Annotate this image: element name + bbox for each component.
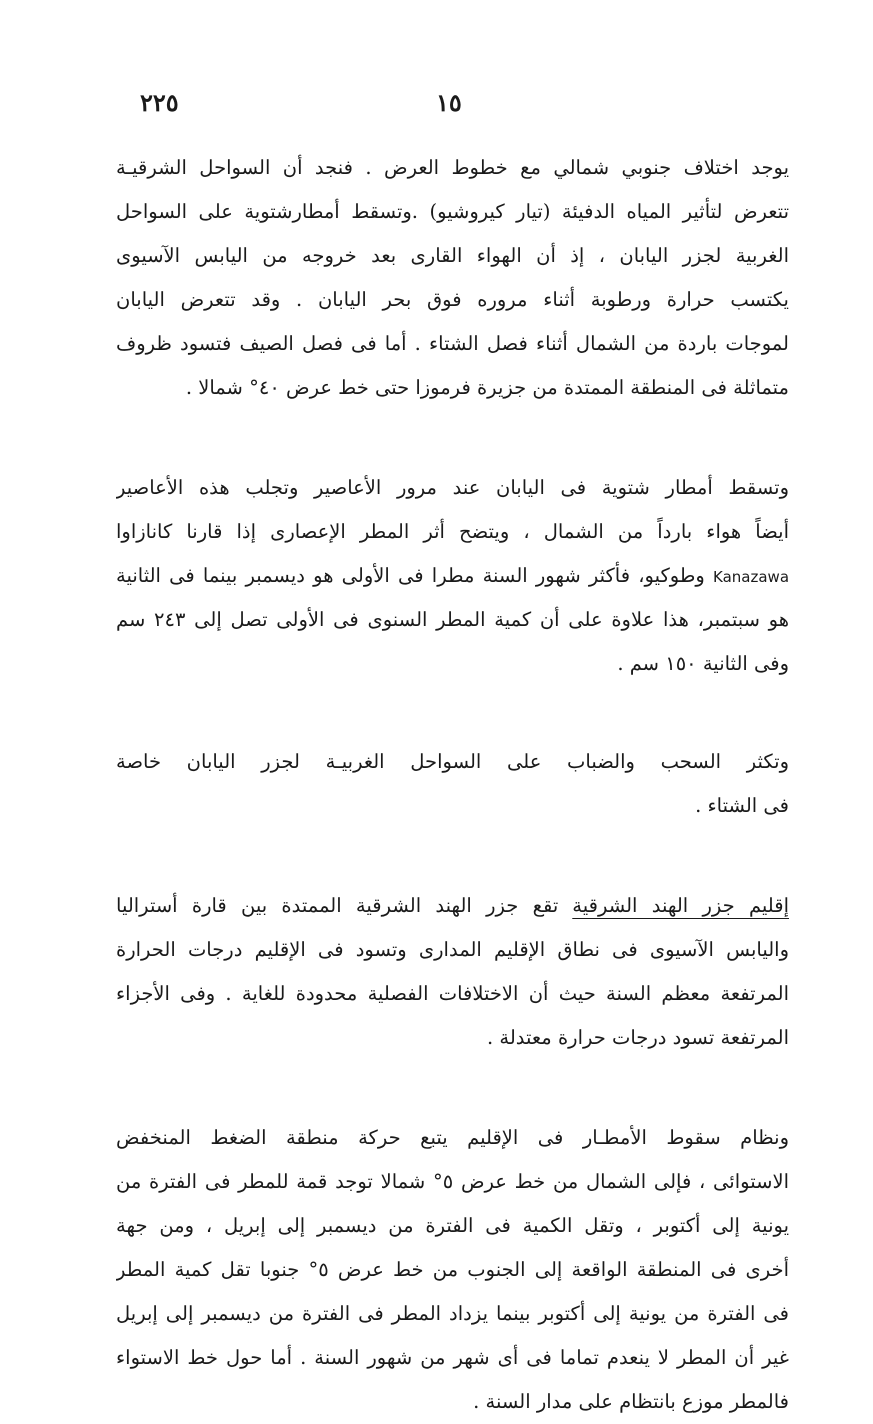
text-line: لموجات باردة من الشمال أثناء فصل الشتاء . أما فى فصل الصيف فتسود ظروف <box>116 332 789 355</box>
text-line: ونظام سقوط الأمطـار فى الإقليم يتبع حركة منطقة الضغط المنخفض <box>116 1126 789 1149</box>
text-line: تتعرض لتأثير المياه الدفيئة (تيار كيروشيو) .وتسقط أمطارشتوية على السواحل <box>116 200 789 223</box>
text-line: وتسقط أمطار شتوية فى اليابان عند مرور الأعاصير وتجلب هذه الأعاصير <box>116 476 789 499</box>
text-line: واليابس الآسيوى فى نطاق الإقليم المدارى وتسود فى الإقليم درجات الحرارة <box>116 938 789 961</box>
paragraph-japan-coasts <box>116 146 789 410</box>
text-line: المرتفعة تسود درجات حرارة معتدلة . <box>486 1026 789 1049</box>
text-line: أخرى فى المنطقة الواقعة إلى الجنوب من خط عرض ٥° جنوبا تقل كمية المطر <box>116 1258 789 1281</box>
text-line: يوجد اختلاف جنوبي شمالي مع خطوط العرض . فنجد أن السواحل الشرقيـة <box>116 156 789 179</box>
text-line: الغربية لجزر اليابان ، إذ أن الهواء القارى بعد خروجه من اليابس الآسيوى <box>116 244 789 267</box>
body-text <box>116 146 789 1424</box>
text-line: فى الشتاء . <box>695 794 789 817</box>
text-line: يكتسب حرارة ورطوبة أثناء مروره فوق بحر اليابان . وقد تتعرض اليابان <box>116 288 789 311</box>
text-line: يونية إلى أكتوبر ، وتقل الكمية فى الفترة من ديسمبر إلى إبريل ، ومن جهة <box>116 1214 789 1237</box>
text-line <box>116 884 789 928</box>
paragraph-rainfall-system <box>116 1116 789 1424</box>
paragraph-clouds-fog <box>116 740 789 828</box>
paragraph-east-indies <box>116 884 789 1060</box>
latin-word: Kanazawa <box>713 568 789 586</box>
text-line: متماثلة فى المنطقة الممتدة من جزيرة فرموزا حتى خط عرض ٤٠° شمالا . <box>185 376 789 399</box>
text-line: المرتفعة معظم السنة حيث أن الاختلافات الفصلية محدودة للغاية . وفى الأجزاء <box>116 982 789 1005</box>
text-line <box>116 554 789 598</box>
text-line: أيضاً هواء بارداً من الشمال ، ويتضح أثر المطر الإعصارى إذا قارنا كانازاوا <box>116 520 789 543</box>
text-line: غير أن المطر لا ينعدم تماما فى أى شهر من شهور السنة . أما حول خط الاستواء <box>116 1346 789 1369</box>
page-header <box>0 88 873 118</box>
section-subheading: إقليم جزر الهند الشرقية <box>572 894 789 917</box>
text-line: وفى الثانية ١٥٠ سم . <box>617 652 789 675</box>
section-number: ١٥ <box>436 88 462 117</box>
text-line: فى الفترة من يونية إلى أكتوبر بينما يزداد المطر فى الفترة من ديسمبر إلى إبريل <box>116 1302 789 1325</box>
text-line-content: وطوكيو، فأكثر شهور السنة مطرا فى الأولى هو ديسمبر بينما فى الثانية <box>116 564 705 587</box>
text-line-content: تقع جزر الهند الشرقية الممتدة بين قارة أستراليا <box>116 894 559 917</box>
text-line: هو سبتمبر، هذا علاوة على أن كمية المطر السنوى فى الأولى تصل إلى ٢٤٣ سم <box>116 608 789 631</box>
text-line: فالمطر موزع بانتظام على مدار السنة . <box>473 1390 789 1413</box>
page-number: ٢٢٥ <box>140 88 179 117</box>
paragraph-winter-rain <box>116 466 789 686</box>
text-line: الاستوائى ، فإلى الشمال من خط عرض ٥° شمالا توجد قمة للمطر فى الفترة من <box>116 1170 789 1193</box>
text-line: وتكثر السحب والضباب على السواحل الغربيـة لجزر اليابان خاصة <box>116 750 789 773</box>
